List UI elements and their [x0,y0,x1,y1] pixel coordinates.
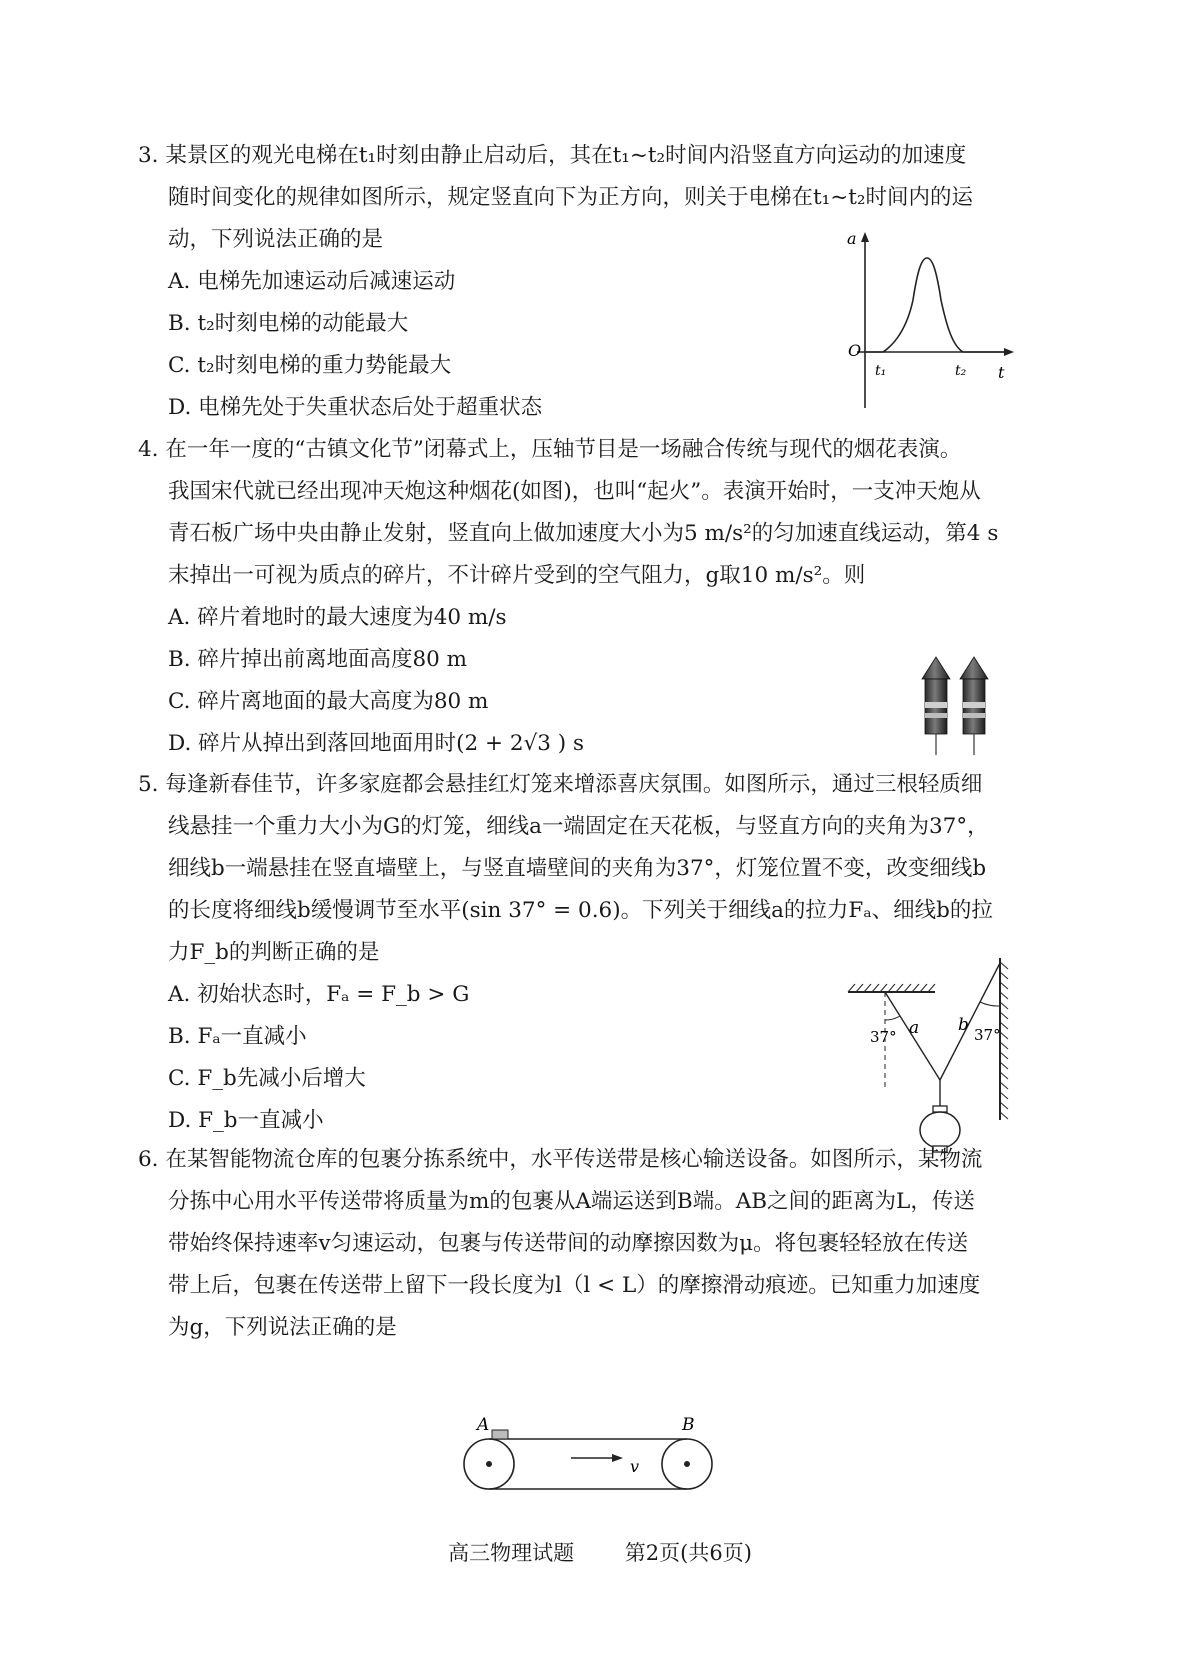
q5-lantern-figure [840,958,1020,1158]
q4-option-c: C. 碎片离地面的最大高度为80 m [168,689,489,714]
q5-line4: 的长度将细线b缓慢调节至水平(sin 37° = 0.6)。下列关于细线a的拉力Fₐ、细线b的拉 [168,898,993,923]
q3-line3: 动，下列说法正确的是 [168,227,384,252]
q3-option-a: A. 电梯先加速运动后减速运动 [168,269,456,294]
q5-angle-right: 37° [974,1026,1001,1044]
q3-graph-t2: t₂ [955,363,967,379]
question-4 [138,429,1048,765]
q3-line2: 随时间变化的规律如图所示，规定竖直向下为正方向，则关于电梯在t₁~t₂时间内的运 [168,185,974,210]
q3-line1: 3. 某景区的观光电梯在t₁时刻由静止启动后，其在t₁~t₂时间内沿竖直方向运动的加速度 [138,143,967,168]
q5-label-b: b [958,1015,969,1035]
q3-option-c: C. t₂时刻电梯的重力势能最大 [168,353,452,378]
q4-option-a: A. 碎片着地时的最大速度为40 m/s [168,605,507,630]
q4-line2: 我国宋代就已经出现冲天炮这种烟花(如图)，也叫“起火”。表演开始时，一支冲天炮从 [168,479,981,504]
q6-line2: 分拣中心用水平传送带将质量为m的包裹从A端运送到B端。AB之间的距离为L，传送 [168,1189,975,1214]
q4-option-b: B. 碎片掉出前离地面高度80 m [168,647,468,672]
q5-option-b: B. Fₐ一直减小 [168,1024,307,1049]
footer-page-number: 第2页(共6页) [624,1541,752,1565]
rocket-right-icon [960,657,988,755]
q3-graph-t1: t₁ [875,363,887,379]
q5-option-c: C. F_b先减小后增大 [168,1066,366,1091]
q5-line2: 线悬挂一个重力大小为G的灯笼，细线a一端固定在天花板，与竖直方向的夹角为37°， [168,814,989,839]
q5-option-d: D. F_b一直减小 [168,1108,324,1133]
velocity-arrow-icon [612,1454,623,1462]
q3-acceleration-graph [835,230,1015,410]
q6-line4: 带上后，包裹在传送带上留下一段长度为l（l < L）的摩擦滑动痕迹。已知重力加速度 [168,1273,981,1298]
q4-line3: 青石板广场中央由静止发射，竖直向上做加速度大小为5 m/s²的匀加速直线运动，第4 s [168,521,999,546]
q6-conveyor-belt-figure [455,1412,735,1492]
q5-line3: 细线b一端悬挂在竖直墙壁上，与竖直墙壁间的夹角为37°，灯笼位置不变，改变细线b [168,856,987,881]
q6-label-v: v [630,1457,640,1476]
q6-line3: 带始终保持速率v匀速运动，包裹与传送带间的动摩擦因数为μ。将包裹轻轻放在传送 [168,1231,969,1256]
q6-label-a: A [477,1415,490,1435]
q3-option-b: B. t₂时刻电梯的动能最大 [168,311,409,336]
q5-line5: 力F_b的判断正确的是 [168,940,380,965]
q5-line1: 5. 每逢新春佳节，许多家庭都会悬挂红灯笼来增添喜庆氛围。如图所示，通过三根轻质细 [138,772,983,797]
q6-label-b: B [682,1415,695,1435]
q4-firework-rockets-figure [920,655,1030,755]
q4-line1: 4. 在一年一度的“古镇文化节”闭幕式上，压轴节目是一场融合传统与现代的烟花表演。 [138,437,962,462]
footer-title: 高三物理试题 [448,1541,575,1565]
q5-angle-left: 37° [870,1028,897,1046]
package-box [492,1430,508,1439]
q3-graph-origin: O [848,341,862,360]
page-footer [0,1537,1200,1567]
q5-label-a: a [909,1018,920,1038]
q6-line5: 为g，下列说法正确的是 [168,1315,397,1340]
q5-option-a: A. 初始状态时，Fₐ = F_b > G [168,982,470,1007]
q3-graph-axis-t: t [998,363,1005,382]
q6-line1: 6. 在某智能物流仓库的包裹分拣系统中，水平传送带是核心输送设备。如图所示，某物流 [138,1147,983,1172]
question-6 [138,1139,1048,1349]
q4-option-d: D. 碎片从掉出到落回地面用时(2 + 2√3 ) s [168,731,585,756]
q3-graph-axis-a: a [847,230,857,248]
rocket-left-icon [922,657,950,755]
q3-option-d: D. 电梯先处于失重状态后处于超重状态 [168,395,543,420]
q4-line4: 末掉出一可视为质点的碎片，不计碎片受到的空气阻力，g取10 m/s²。则 [168,563,866,588]
